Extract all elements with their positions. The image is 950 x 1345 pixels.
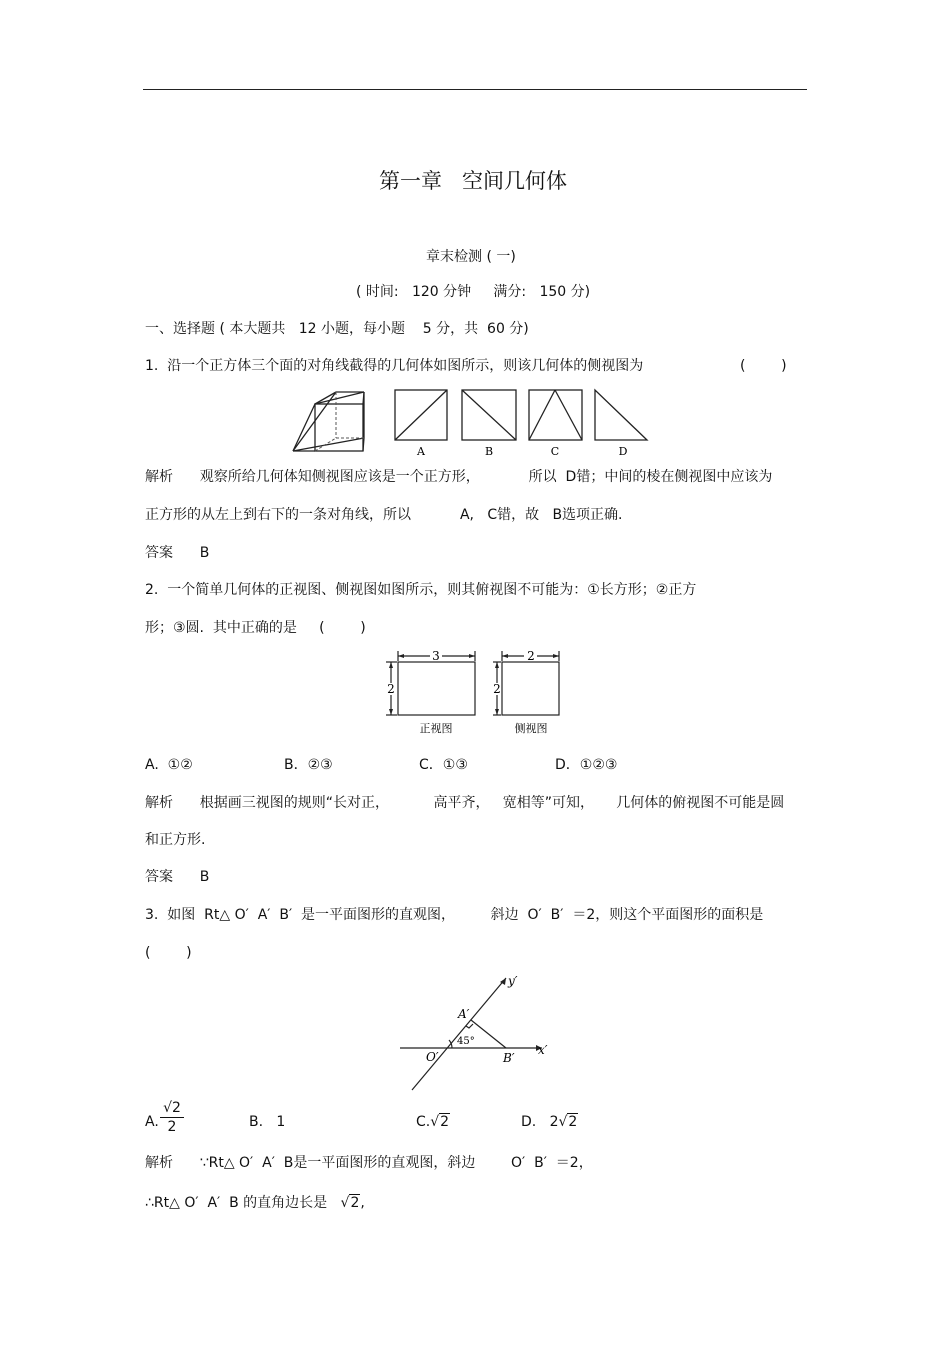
q2-option-d: D．①②③ <box>555 757 618 773</box>
q2-figure <box>380 648 570 740</box>
option-c-prefix: C. <box>416 1114 431 1130</box>
option-c-view <box>529 390 582 440</box>
option-c-radicand: 2 <box>440 1114 450 1130</box>
q1-paren: ( ) <box>740 358 787 374</box>
q2-answer: 答案 B <box>145 869 210 885</box>
q3-option-a-fraction <box>160 1099 184 1136</box>
angle-label: 45° <box>457 1036 475 1047</box>
side-height-label: 2 <box>493 682 501 696</box>
chapter-title: 第一章 空间几何体 <box>379 169 568 193</box>
q1-analysis-line2: 正方形的从左上到右下的一条对角线，所以 A, C错，故 B选项正确. <box>145 507 623 523</box>
q1-answer: 答案 B <box>145 545 210 561</box>
header-rule <box>143 89 807 90</box>
front-view-rect <box>398 662 475 715</box>
q3-option-a-prefix: A. <box>145 1114 159 1130</box>
analysis-line2-radicand: 2 <box>350 1195 360 1211</box>
analysis-line2-prefix: ∴Rt△ O′ A′ B 的直角边长是 <box>145 1195 328 1211</box>
hypotenuse <box>471 1020 506 1048</box>
fraction-numerator: √2 <box>160 1099 184 1118</box>
side-view-rect <box>502 662 559 715</box>
x-axis-label: x′ <box>538 1043 548 1057</box>
sqrt-symbol: √ <box>340 1195 350 1211</box>
front-view-caption: 正视图 <box>419 722 453 735</box>
q2-stem-line2: 形；③圆. 其中正确的是 ( ) <box>145 620 366 636</box>
q3-analysis-line2 <box>145 1194 365 1212</box>
q2-option-a: A. ①② <box>145 757 193 773</box>
q3-option-d <box>521 1113 578 1131</box>
option-b-label: B <box>484 445 494 458</box>
exam-info: ( 时间: 120 分钟 满分: 150 分) <box>356 284 591 300</box>
y-axis-label: y′ <box>508 974 518 988</box>
analysis-line2-suffix: , <box>360 1195 365 1211</box>
q2-analysis-line1: 解析 根据画三视图的规则“长对正， 高平齐， 宽相等”可知， 几何体的俯视图不可能是圆 <box>145 795 785 811</box>
q1-figure <box>285 385 655 460</box>
point-a-label: A′ <box>458 1007 470 1021</box>
option-d-prefix: D. 2 <box>521 1114 559 1130</box>
side-view-caption: 侧视图 <box>514 722 548 735</box>
front-height-label: 2 <box>387 682 395 696</box>
q2-stem-line1: 2. 一个简单几何体的正视图、侧视图如图所示，则其俯视图不可能为：①长方形；②正方 <box>145 582 697 598</box>
q2-option-b: B．②③ <box>284 757 333 773</box>
option-d-label: D <box>618 445 628 458</box>
option-a-label: A <box>417 445 425 458</box>
option-a-view <box>395 390 447 440</box>
option-d-radicand: 2 <box>568 1114 578 1130</box>
q2-analysis-line2: 和正方形. <box>145 832 206 848</box>
q1-stem: 1. 沿一个正方体三个面的对角线截得的几何体如图所示，则该几何体的侧视图为 <box>145 358 644 374</box>
q3-option-c <box>416 1113 450 1131</box>
q2-option-c: C．①③ <box>419 757 468 773</box>
sqrt-symbol: √ <box>558 1114 568 1130</box>
option-c-label: C <box>550 445 560 458</box>
point-b-label: B′ <box>503 1051 515 1065</box>
fraction-denominator: 2 <box>167 1119 177 1135</box>
q3-paren: ( ) <box>145 945 192 961</box>
q3-analysis-line1: 解析 ∵Rt△ O′ A′ B是一平面图形的直观图，斜边 O′ B′ ＝2， <box>145 1155 593 1171</box>
side-width-label: 2 <box>527 649 535 663</box>
option-d-view <box>595 390 647 440</box>
section-title: 章末检测 ( 一) <box>426 249 516 265</box>
q1-analysis-line1: 解析 观察所给几何体知侧视图应该是一个正方形， 所以 D错；中间的棱在侧视图中应该为 <box>145 469 773 485</box>
q3-option-b: B. 1 <box>249 1114 286 1130</box>
q3-figure <box>395 968 555 1093</box>
sqrt-symbol: √ <box>430 1114 440 1130</box>
front-width-label: 3 <box>432 649 440 663</box>
q3-stem: 3. 如图 Rt△ O′ A′ B′ 是一平面图形的直观图， 斜边 O′ B′ ＝2，则这个平面图形的面积是 <box>145 907 764 923</box>
option-b-view <box>462 390 516 440</box>
y-axis <box>412 978 506 1090</box>
part-heading: 一、选择题 ( 本大题共 12 小题，每小题 5 分，共 60 分) <box>145 321 529 337</box>
origin-label: O′ <box>426 1050 439 1064</box>
